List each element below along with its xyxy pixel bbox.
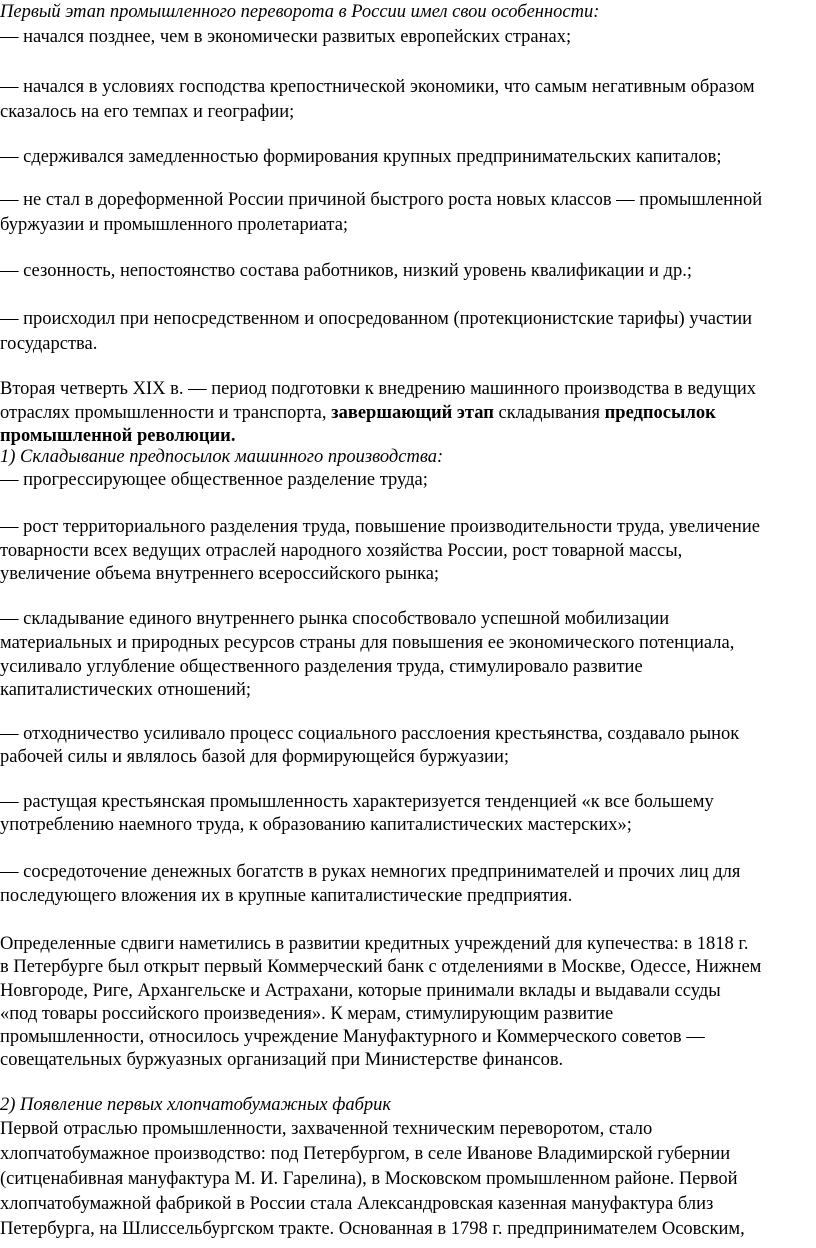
precondition-item-5-cont: употреблению наемного труда, к образованию капиталистических мастерских»;: [0, 815, 632, 835]
credit-line-6: совещательных буржуазных организаций при Министерстве финансов.: [0, 1050, 564, 1070]
section-1-heading: 1) Складывание предпосылок машинного производства:: [0, 447, 444, 467]
cotton-line-4: хлопчатобумажной фабрикой в России стала Александровская казенная мануфактура близ: [0, 1194, 714, 1214]
precondition-item-6-cont: последующего вложения их в крупные капиталистические предприятия.: [0, 886, 573, 906]
credit-line-1: Определенные сдвиги наметились в развитии кредитных учреждений для купечества: в 1818 г.: [0, 934, 749, 954]
credit-line-4: «под товары российского произведения». К мерам, стимулирующим развитие: [0, 1004, 614, 1024]
feature-item-5: — сезонность, непостоянство состава работников, низкий уровень квалификации и др.;: [0, 261, 692, 281]
feature-item-6-cont: государства.: [0, 334, 98, 354]
final-stage-bold: завершающий этап: [331, 403, 494, 423]
feature-item-2-cont: сказалось на его темпах и географии;: [0, 102, 295, 122]
cotton-line-1: Первой отраслью промышленности, захваченной техническим переворотом, стало: [0, 1119, 653, 1139]
precondition-item-2-cont-2: увеличение объема внутреннего всероссийского рынка;: [0, 564, 440, 584]
cotton-line-5: Петербурга, на Шлиссельбургском тракте. Основанная в 1798 г. предпринимателем Осовским,: [0, 1219, 745, 1239]
precondition-item-4-cont: рабочей силы и являлось базой для формирующейся буржуазии;: [0, 747, 509, 767]
feature-item-2: — начался в условиях господства крепостнической экономики, что самым негативным образом: [0, 77, 755, 97]
precondition-item-3-cont-1: материальных и природных ресурсов страны для повышения ее экономического потенциала,: [0, 633, 735, 653]
credit-line-5: промышленности, относилось учреждение Мануфактурного и Коммерческого советов —: [0, 1027, 705, 1047]
feature-item-1: — начался позднее, чем в экономически развитых европейских странах;: [0, 27, 572, 47]
intro-heading: Первый этап промышленного переворота в России имел свои особенности:: [0, 2, 600, 22]
preconditions-bold: предпосылок: [604, 403, 716, 423]
second-quarter-text-b: складывания: [493, 403, 605, 423]
precondition-item-3: — складывание единого внутреннего рынка способствовало успешной мобилизации: [0, 609, 670, 629]
precondition-item-4: — отходничество усиливало процесс социального расслоения крестьянства, создавало рынок: [0, 724, 740, 744]
second-quarter-line-1: Вторая четверть XIX в. — период подготовки к внедрению машинного производства в ведущих: [0, 379, 757, 399]
feature-item-4: — не стал в дореформенной России причиной быстрого роста новых классов — промышленной: [0, 190, 763, 210]
precondition-item-2: — рост территориального разделения труда, повышение производительности труда, увеличение: [0, 517, 760, 537]
industrial-revolution-bold: промышленной революции.: [0, 426, 236, 446]
second-quarter-line-2: [0, 401, 716, 426]
precondition-item-5: — растущая крестьянская промышленность характеризуется тенденцией «к все большему: [0, 792, 714, 812]
precondition-item-6: — сосредоточение денежных богатств в руках немногих предпринимателей и прочих лиц для: [0, 862, 741, 882]
credit-line-2: в Петербурге был открыт первый Коммерческий банк с отделениями в Москве, Одессе, Нижнем: [0, 957, 762, 977]
feature-item-3: — сдерживался замедленностью формирования крупных предпринимательских капиталов;: [0, 147, 722, 167]
precondition-item-2-cont-1: товарности всех ведущих отраслей народного хозяйства России, рост товарной массы,: [0, 541, 683, 561]
cotton-line-2: хлопчатобумажное производство: под Петербургом, в селе Иванове Владимирской губернии: [0, 1144, 731, 1164]
section-2-heading: 2) Появление первых хлопчатобумажных фабрик: [0, 1095, 392, 1115]
feature-item-4-cont: буржуазии и промышленного пролетариата;: [0, 215, 349, 235]
precondition-item-3-cont-3: капиталистических отношений;: [0, 680, 251, 700]
credit-line-3: Новгороде, Риге, Архангельске и Астрахани, которые принимали вклады и выдавали ссуды: [0, 981, 721, 1001]
second-quarter-text-a: отраслях промышленности и транспорта,: [0, 403, 332, 423]
precondition-item-3-cont-2: усиливало углубление общественного разделения труда, стимулировало развитие: [0, 657, 643, 677]
precondition-item-1: — прогрессирующее общественное разделение труда;: [0, 470, 428, 490]
cotton-line-3: (ситценабивная мануфактура М. И. Гарелина), в Московском промышленном районе. Первой: [0, 1169, 738, 1189]
feature-item-6: — происходил при непосредственном и опосредованном (протекционистские тарифы) участии: [0, 309, 753, 329]
